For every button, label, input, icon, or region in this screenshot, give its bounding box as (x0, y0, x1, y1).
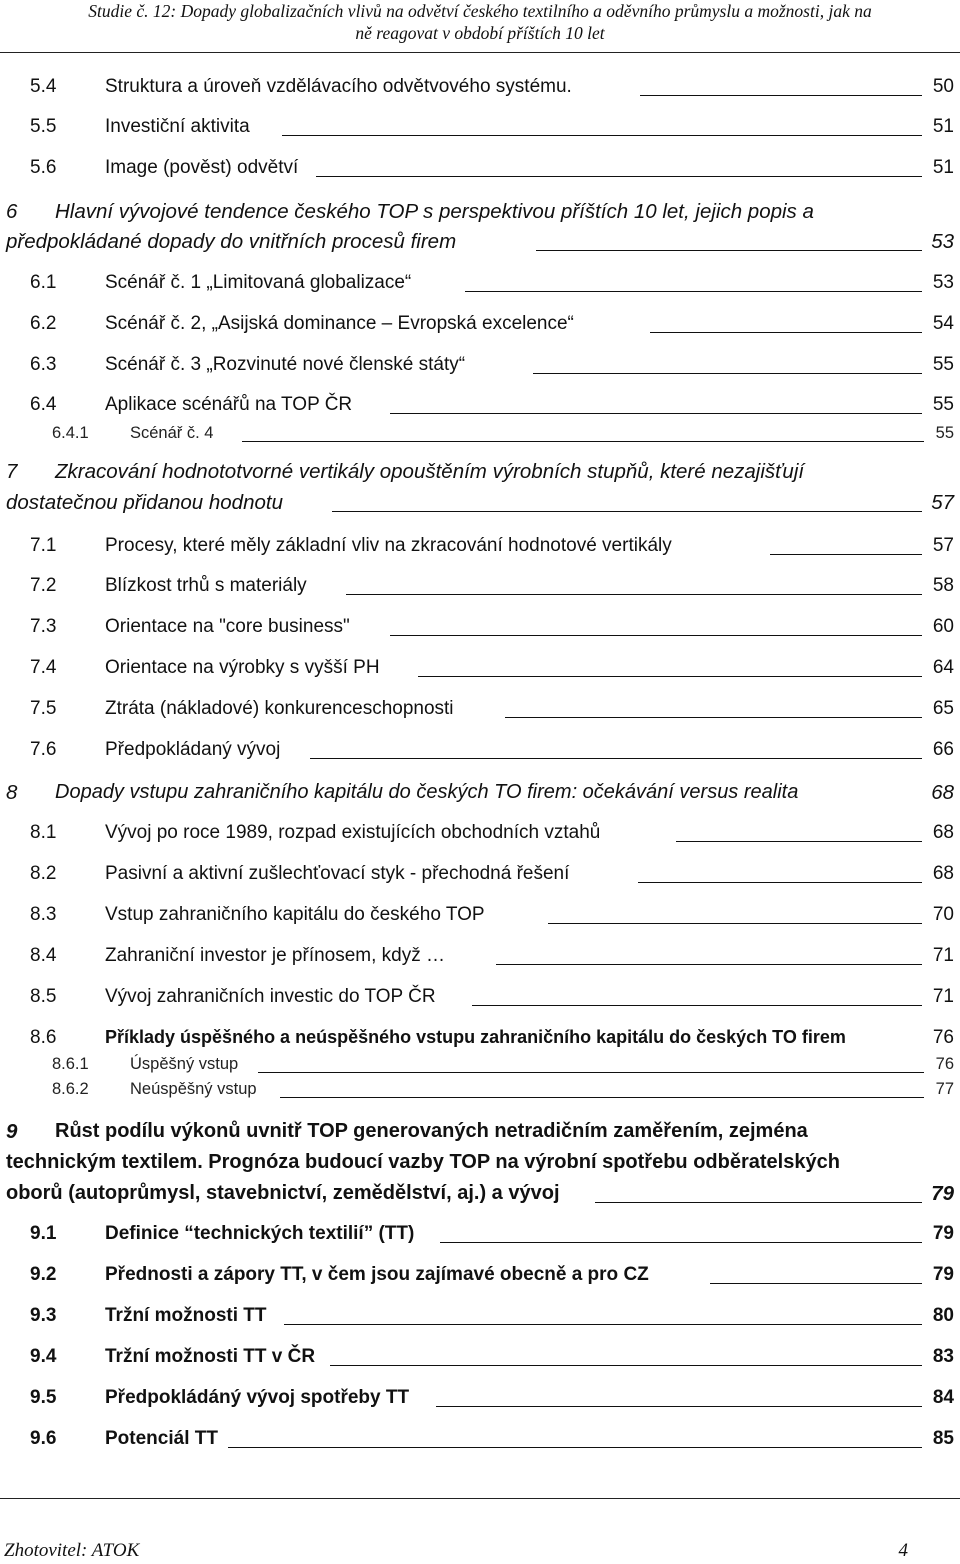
toc-page: 57 (931, 491, 954, 514)
toc-number: 5.4 (30, 76, 57, 97)
toc-page: 53 (931, 230, 954, 253)
toc-title: Příklady úspěšného a neúspěšného vstupu zahraničního kapitálu do českých TO firem (105, 1027, 846, 1047)
toc-leader (472, 1005, 922, 1006)
toc-title: Přednosti a zápory TT, v čem jsou zajímavé obecně a pro CZ (105, 1264, 649, 1285)
toc-title: Růst podílu výkonů uvnitř TOP generovaných netradičním zaměřením, zejména (55, 1120, 808, 1142)
toc-number: 9.4 (30, 1346, 57, 1367)
toc-title: Blízkost trhů s materiály (105, 575, 307, 596)
toc-leader (465, 291, 922, 292)
toc-page: 51 (932, 116, 954, 137)
toc-title: Zkracování hodnototvorné vertikály opouštěním výrobních stupňů, které nezajišťují (55, 460, 805, 483)
toc-page: 68 (932, 863, 954, 884)
toc-title: Scénář č. 2, „Asijská dominance – Evropská excelence“ (105, 313, 574, 334)
toc-title-continued: dostatečnou přidanou hodnotu (6, 491, 283, 514)
toc-title: Investiční aktivita (105, 116, 250, 137)
header-line-2: ně reagovat v období příštích 10 let (355, 23, 605, 43)
toc-leader (258, 1072, 924, 1073)
toc-title: Předpokládáný vývoj spotřeby TT (105, 1387, 410, 1408)
toc-title: Zahraniční investor je přínosem, když … (105, 945, 446, 966)
toc-page: 58 (932, 575, 954, 596)
toc-title: Pasivní a aktivní zušlechťovací styk - přechodná řešení (105, 863, 570, 884)
toc-page: 53 (932, 272, 954, 293)
toc-leader (436, 1406, 922, 1407)
toc-number: 8.2 (30, 863, 57, 884)
toc-page: 55 (932, 354, 954, 375)
toc-number: 8.6 (30, 1027, 57, 1048)
toc-title-continued: oborů (autoprůmysl, stavebnictví, zemědělství, aj.) a vývoj (6, 1182, 560, 1204)
toc-page: 65 (932, 698, 954, 719)
toc-leader (330, 1365, 922, 1366)
toc-page: 54 (932, 313, 954, 334)
page-header (0, 0, 960, 48)
toc-leader (640, 95, 922, 96)
toc-number: 5.6 (30, 157, 57, 178)
toc-page: 70 (932, 904, 954, 925)
toc-page: 76 (935, 1055, 954, 1073)
toc-number: 9.5 (30, 1387, 57, 1408)
toc-title-continued: technickým textilem. Prognóza budoucí vazby TOP na výrobní spotřebu odběratelských (6, 1151, 840, 1173)
toc-page: 60 (932, 616, 954, 637)
toc-title: Neúspěšný vstup (130, 1080, 257, 1098)
footer-page-number: 4 (898, 1540, 908, 1561)
toc-leader (505, 717, 922, 718)
toc-number: 9.3 (30, 1305, 57, 1326)
toc-title: Dopady vstupu zahraničního kapitálu do českých TO firem: očekávání versus realita (55, 781, 799, 803)
toc-leader (346, 594, 922, 595)
toc-number: 8.1 (30, 822, 57, 843)
toc-title: Předpokládaný vývoj (105, 739, 281, 760)
toc-title: Orientace na "core business" (105, 616, 350, 637)
toc-leader (418, 676, 922, 677)
toc-title: Image (pověst) odvětví (105, 157, 299, 178)
toc-title: Potenciál TT (105, 1428, 218, 1449)
toc-leader (638, 882, 922, 883)
toc-number: 6.4.1 (52, 424, 89, 442)
toc-number: 8.5 (30, 986, 57, 1007)
toc-leader (280, 1097, 924, 1098)
toc-page: 71 (932, 945, 954, 966)
toc-title-continued: předpokládané dopady do vnitřních procesů firem (6, 230, 457, 253)
toc-title: Aplikace scénářů na TOP ČR (105, 394, 353, 415)
toc-leader (390, 413, 922, 414)
toc-title: Vývoj zahraničních investic do TOP ČR (105, 986, 436, 1007)
toc-page: 55 (932, 394, 954, 415)
toc-page: 68 (932, 822, 954, 843)
page-footer (0, 1540, 960, 1564)
toc-page: 51 (932, 157, 954, 178)
toc-leader (595, 1202, 922, 1203)
toc-leader (440, 1242, 922, 1243)
toc-page: 64 (932, 657, 954, 678)
toc-page: 79 (931, 1182, 954, 1205)
toc-page: 76 (932, 1027, 954, 1048)
toc-number: 8 (6, 781, 18, 804)
toc-page: 77 (935, 1080, 954, 1098)
toc-number: 9.1 (30, 1223, 57, 1244)
toc-page: 84 (932, 1387, 954, 1408)
toc-title: Scénář č. 3 „Rozvinuté nové členské státy“ (105, 354, 466, 375)
toc-title: Tržní možnosti TT (105, 1305, 267, 1326)
toc-leader (676, 841, 922, 842)
toc-number: 9 (6, 1120, 18, 1143)
toc-number: 6.2 (30, 313, 57, 334)
toc-number: 9.2 (30, 1264, 57, 1285)
toc-leader (228, 1447, 922, 1448)
toc-page: 83 (932, 1346, 954, 1367)
toc-number: 7.1 (30, 535, 57, 556)
toc-title: Ztráta (nákladové) konkurenceschopnosti (105, 698, 454, 719)
toc-number: 7.3 (30, 616, 57, 637)
toc-leader (650, 332, 922, 333)
toc-leader (390, 635, 922, 636)
toc-number: 9.6 (30, 1428, 57, 1449)
toc-title: Vstup zahraničního kapitálu do českého TOP (105, 904, 485, 925)
toc-number: 7.5 (30, 698, 57, 719)
toc-leader (770, 554, 922, 555)
footer-author: Zhotovitel: ATOK (4, 1540, 140, 1561)
toc-page: 79 (932, 1223, 954, 1244)
toc-number: 8.4 (30, 945, 57, 966)
toc-number: 6.4 (30, 394, 57, 415)
toc-leader (548, 923, 922, 924)
toc-title: Scénář č. 4 (130, 424, 214, 442)
header-line-1: Studie č. 12: Dopady globalizačních vlivů na odvětví českého textilního a oděvního průmyslu a možnosti, jak na (88, 1, 872, 21)
toc-leader (316, 176, 922, 177)
toc-page: 66 (932, 739, 954, 760)
toc-page: 50 (932, 76, 954, 97)
toc-leader (536, 250, 922, 251)
toc-leader (282, 135, 922, 136)
toc-page: 85 (932, 1428, 954, 1449)
toc-page: 68 (931, 781, 954, 804)
toc-title: Tržní možnosti TT v ČR (105, 1346, 316, 1367)
toc-number: 6.3 (30, 354, 57, 375)
toc-title: Orientace na výrobky s vyšší PH (105, 657, 380, 678)
toc-number: 7 (6, 460, 18, 483)
toc-number: 8.6.1 (52, 1055, 89, 1073)
toc-number: 5.5 (30, 116, 57, 137)
toc-leader (332, 511, 922, 512)
footer-rule (0, 1498, 960, 1499)
toc-page: 80 (932, 1305, 954, 1326)
toc-title: Hlavní vývojové tendence českého TOP s perspektivou příštích 10 let, jejich popis a (55, 200, 814, 223)
toc-title: Scénář č. 1 „Limitovaná globalizace“ (105, 272, 412, 293)
toc-number: 7.2 (30, 575, 57, 596)
toc-title: Vývoj po roce 1989, rozpad existujících obchodních vztahů (105, 822, 601, 843)
toc-title: Úspěšný vstup (130, 1055, 239, 1073)
toc-page: 71 (932, 986, 954, 1007)
toc-page: 55 (935, 424, 954, 442)
toc-title: Definice “technických textilií” (TT) (105, 1223, 415, 1244)
toc-number: 6 (6, 200, 18, 223)
toc-leader (284, 1324, 922, 1325)
toc-leader (533, 373, 922, 374)
toc-number: 6.1 (30, 272, 57, 293)
toc-leader (242, 441, 924, 442)
toc-title: Struktura a úroveň vzdělávacího odvětvového systému. (105, 76, 572, 97)
header-rule (0, 52, 960, 53)
toc-number: 8.3 (30, 904, 57, 925)
toc-number: 7.6 (30, 739, 57, 760)
toc-page: 57 (932, 535, 954, 556)
toc-page: 79 (932, 1264, 954, 1285)
toc-leader (710, 1283, 922, 1284)
toc-title: Procesy, které měly základní vliv na zkracování hodnotové vertikály (105, 535, 672, 556)
toc-leader (496, 964, 922, 965)
toc-number: 8.6.2 (52, 1080, 89, 1098)
toc-number: 7.4 (30, 657, 57, 678)
toc-leader (310, 758, 922, 759)
